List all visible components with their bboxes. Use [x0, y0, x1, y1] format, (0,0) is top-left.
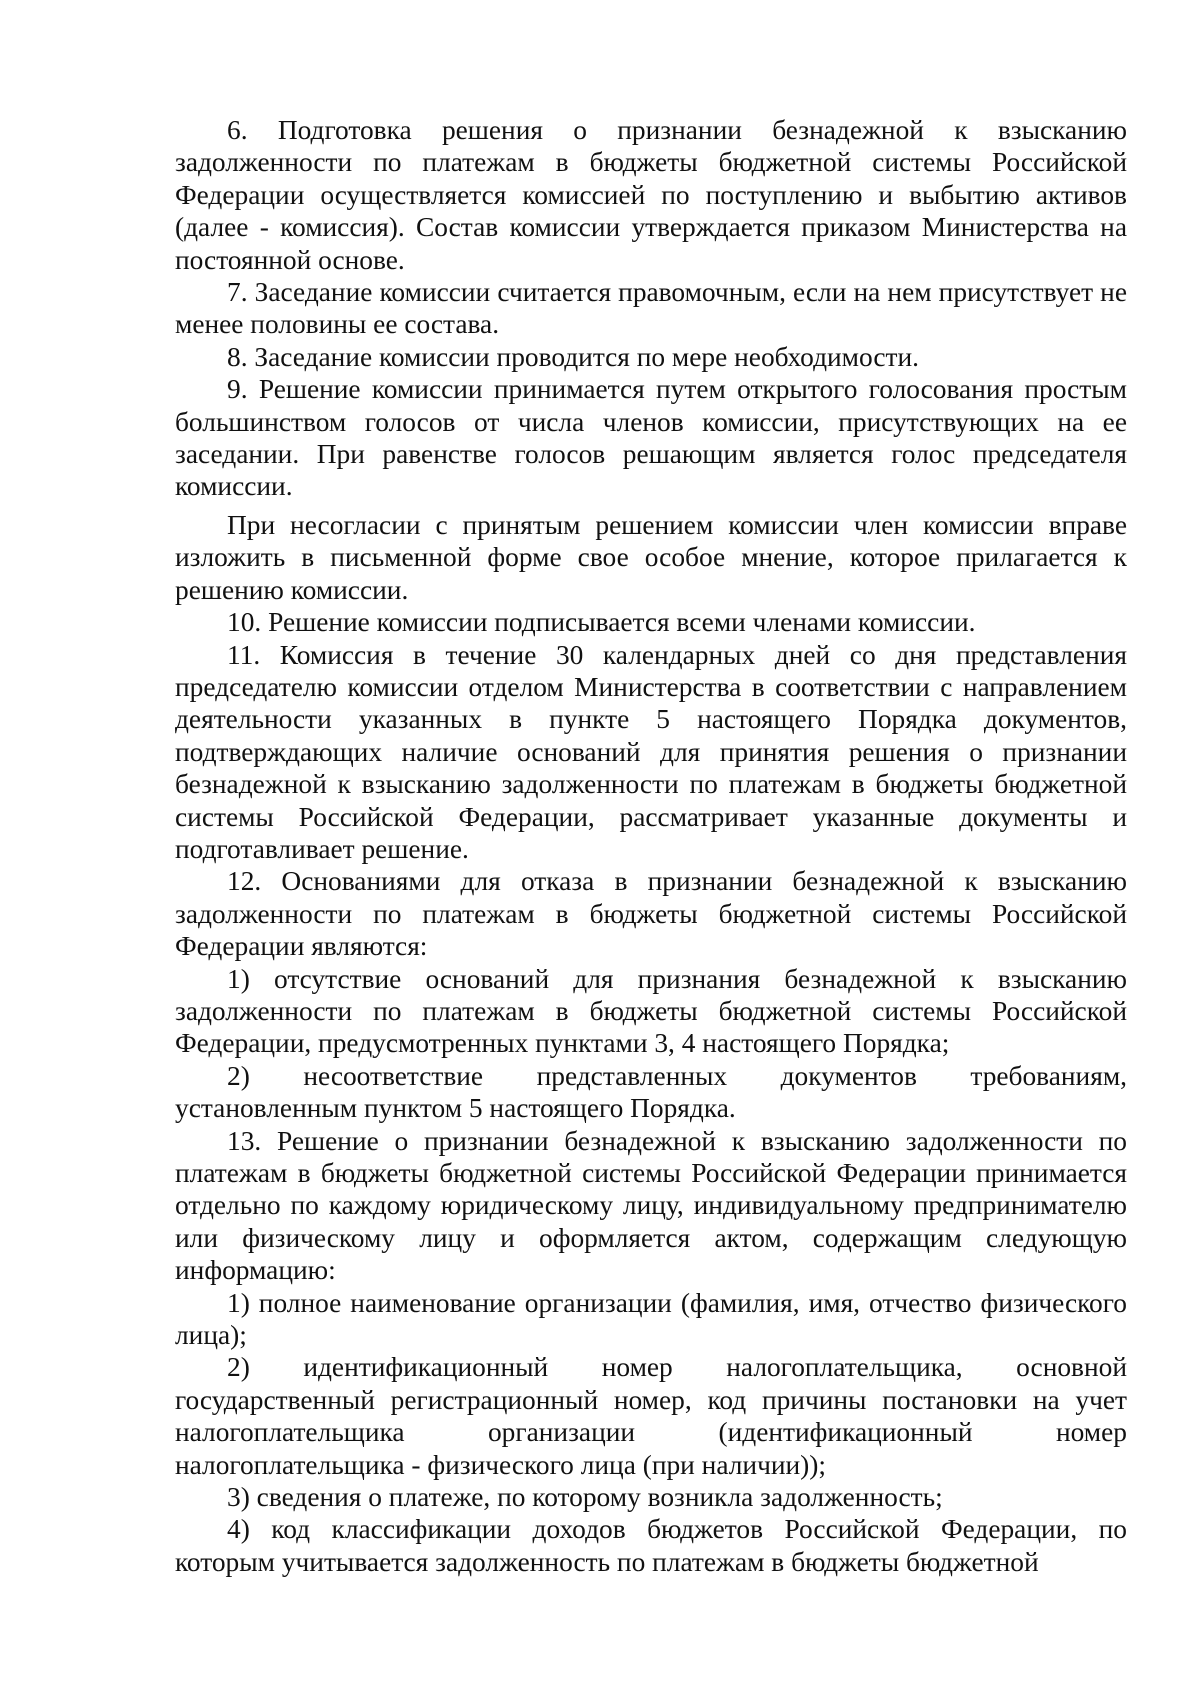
paragraph-12: 12. Основаниями для отказа в признании безнадежной к взысканию задолженности по платежам в бюджеты бюджетной системы Российской Федерации являются:: [175, 866, 1127, 962]
document-page: [175, 114, 1127, 1578]
paragraph-7: 7. Заседание комиссии считается правомочным, если на нем присутствует не менее половины ее состава.: [175, 277, 1127, 340]
paragraph-9: 9. Решение комиссии принимается путем открытого голосования простым большинством голосов от числа членов комиссии, присутствующих на ее заседании. При равенстве голосов решающим является голос председателя комиссии.: [175, 374, 1127, 502]
paragraph-13: 13. Решение о признании безнадежной к взысканию задолженности по платежам в бюджеты бюджетной системы Российской Федерации принимается отдельно по каждому юридическому лицу, индивидуальному предпринимателю или физическому лицу и оформляется актом, содержащим следующую информацию:: [175, 1125, 1127, 1286]
paragraph-13-item-3: 3) сведения о платеже, по которому возникла задолженность;: [227, 1482, 943, 1513]
paragraph-9-dissent: При несогласии с принятым решением комиссии член комиссии вправе изложить в письменной форме свое особое мнение, которое прилагается к решению комиссии.: [175, 509, 1127, 605]
paragraph-12-item-2: 2) несоответствие представленных документов требованиям, установленным пунктом 5 настоящего Порядка.: [175, 1060, 1127, 1124]
paragraph-12-item-1: 1) отсутствие оснований для признания безнадежной к взысканию задолженности по платежам в бюджеты бюджетной системы Российской Федерации, предусмотренных пунктами 3, 4 настоящего Порядка;: [175, 963, 1127, 1059]
paragraph-8: 8. Заседание комиссии проводится по мере необходимости.: [227, 341, 920, 372]
paragraph-11: 11. Комиссия в течение 30 календарных дней со дня представления председателю комиссии отделом Министерства в соответствии с направлением деятельности указанных в пункте 5 настоящего Порядка документов, подтверждающих наличие оснований для принятия решения о признании безнадежной к взысканию задолженности по платежам в бюджеты бюджетной системы Российской Федерации, рассматривает указанные документы и подготавливает решение.: [175, 639, 1127, 864]
paragraph-10: 10. Решение комиссии подписывается всеми членами комиссии.: [227, 607, 976, 638]
paragraph-6: 6. Подготовка решения о признании безнадежной к взысканию задолженности по платежам в бюджеты бюджетной системы Российской Федерации осуществляется комиссией по поступлению и выбытию активов (далее - комиссия). Состав комиссии утверждается приказом Министерства на постоянной основе.: [175, 115, 1127, 275]
paragraph-13-item-4: 4) код классификации доходов бюджетов Российской Федерации, по которым учитывается задолженность по платежам в бюджеты бюджетной: [175, 1514, 1127, 1577]
paragraph-13-item-2: 2) идентификационный номер налогоплательщика, основной государственный регистрационный номер, код причины постановки на учет налогоплательщика организации (идентификационный номер налогоплательщика - физического лица (при наличии));: [175, 1352, 1127, 1480]
paragraph-13-item-1: 1) полное наименование организации (фамилия, имя, отчество физического лица);: [175, 1287, 1127, 1351]
